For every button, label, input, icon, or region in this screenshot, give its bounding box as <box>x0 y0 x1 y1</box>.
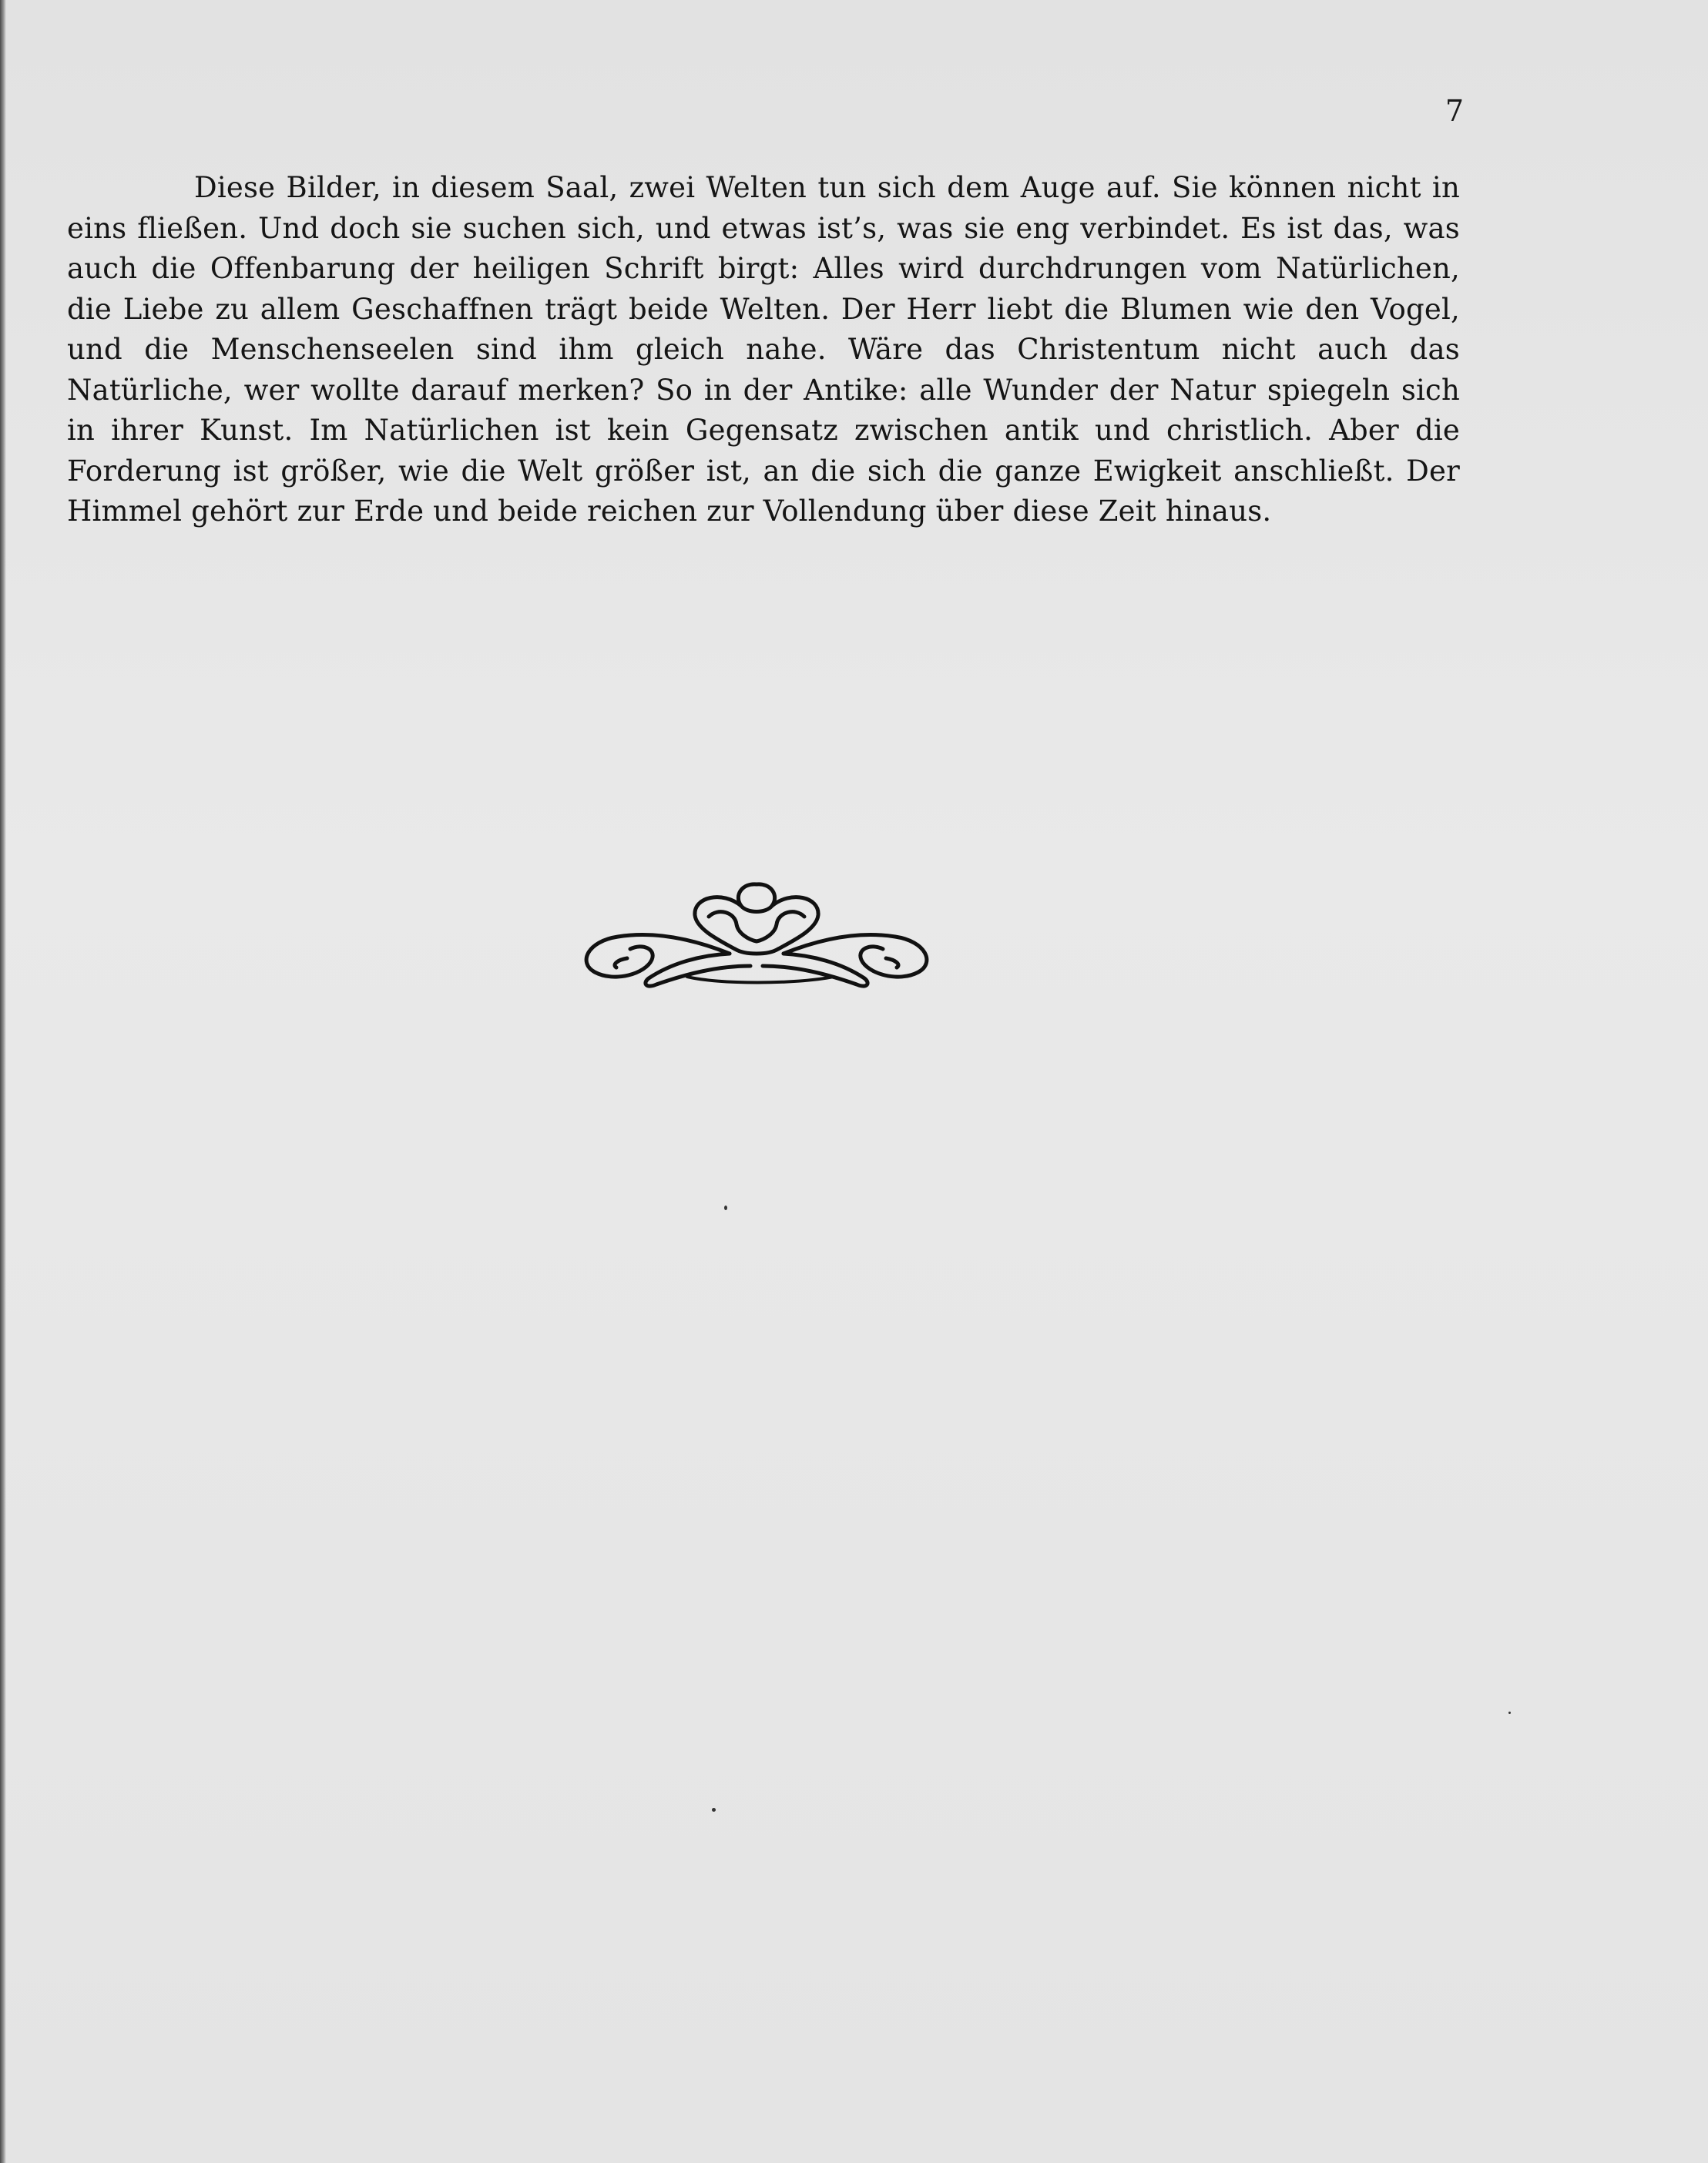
body-paragraph: Diese Bilder, in diesem Saal, zwei Welten tun sich dem Auge auf. Sie können nicht in eins fließen. Und doch sie suchen sich, und etwas ist’s, was sie eng verbindet. Es ist das, was auch die Offenbarung der heiligen Schrift birgt: Alles wird durchdrungen vom Natürlichen, die Liebe zu allem Geschaffnen trägt beide Welten. Der Herr liebt die Blumen wie den Vogel, und die Menschenseelen sind ihm gleich nahe. Wäre das Christentum nicht auch das Natürliche, wer wollte darauf merken? So in der Antike: alle Wunder der Natur spiegeln sich in ihrer Kunst. Im Natürlichen ist kein Gegensatz zwischen antik und christlich. Aber die Forderung ist größer, wie die Welt größer ist, an die sich die ganze Ewigkeit anschließt. Der Himmel gehört zur Erde und beide reichen zur Vollendung über diese Zeit hinaus. <box>67 171 1460 528</box>
paper-speck <box>712 1808 716 1812</box>
paper-speck <box>1508 1712 1511 1714</box>
page-binding-edge <box>0 0 6 2163</box>
page-number: 7 <box>1445 94 1464 128</box>
paper-speck <box>724 1206 727 1210</box>
floral-vignette-icon <box>572 869 941 1004</box>
